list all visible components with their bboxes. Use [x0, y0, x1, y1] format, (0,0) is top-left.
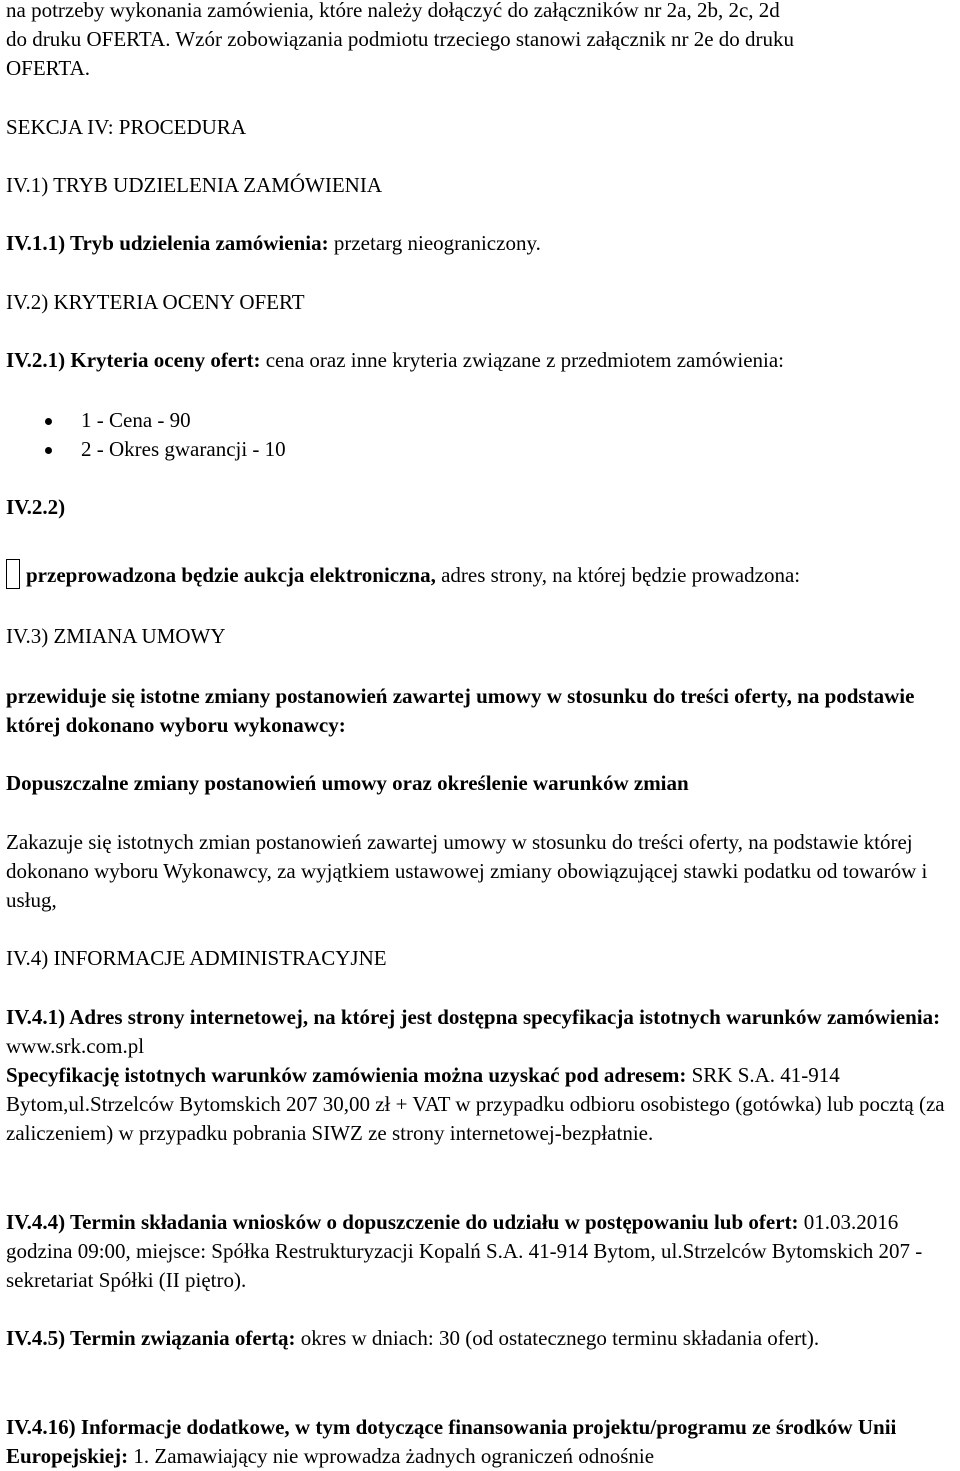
- iv41-label: IV.4.1) Adres strony internetowej, na której jest dostępna specyfikacja istotnych warunków zamówienia:: [6, 1005, 941, 1029]
- iv45-label: IV.4.5) Termin związania ofertą:: [6, 1326, 296, 1350]
- siwz-value: SRK S.A. 41-914 Bytom,ul.Strzelców Bytomskich 207 30,00 zł + VAT w przypadku odbioru osobistego (gotówka) lub pocztą (za zaliczeniem) w przypadku pobrania SIWZ ze strony internetowej-bezpłatnie.: [6, 1063, 945, 1145]
- iv22-label: IV.2.2): [6, 495, 66, 519]
- siwz-label: Specyfikację istotnych warunków zamówienia można uzyskać pod adresem:: [6, 1063, 687, 1087]
- auction-label: przeprowadzona będzie aukcja elektroniczna,: [26, 563, 436, 587]
- iv416-paragraph: [6, 1413, 952, 1471]
- iv3-bold-paragraph: przewiduje się istotne zmiany postanowień zawartej umowy w stosunku do treści oferty, na podstawie której dokonano wyboru wykonawcy:: [6, 684, 915, 737]
- iv45-paragraph: [6, 1324, 952, 1353]
- intro-line-2: do druku OFERTA. Wzór zobowiązania podmiotu trzeciego stanowi załącznik nr 2e do druku: [6, 27, 795, 51]
- iv1-heading: IV.1) TRYB UDZIELENIA ZAMÓWIENIA: [6, 173, 383, 197]
- intro-line-1: na potrzeby wykonania zamówienia, które należy dołączyć do załączników nr 2a, 2b, 2c, 2d: [6, 0, 780, 22]
- iv2-heading: IV.2) KRYTERIA OCENY OFERT: [6, 290, 305, 314]
- criteria-list: [0, 406, 286, 464]
- iv21-label: IV.2.1) Kryteria oceny ofert:: [6, 348, 261, 372]
- criteria-item: 2 - Okres gwarancji - 10: [0, 435, 286, 464]
- auction-value: adres strony, na której będzie prowadzona:: [435, 563, 801, 587]
- iv3-text: Zakazuje się istotnych zmian postanowień zawartej umowy w stosunku do treści oferty, na podstawie której dokonano wyboru Wykonawcy, za wyjątkiem ustawowej zmiany obowiązującej stawki podatku od towarów i usług,: [6, 830, 928, 912]
- iv44-value: 01.03.2016 godzina 09:00, miejsce: Spółka Restrukturyzacji Kopalń S.A. 41-914 Bytom, ul.Strzelców Bytomskich 207 - sekretariat Spółki (II piętro).: [6, 1210, 923, 1292]
- iv11-value: przetarg nieograniczony.: [328, 231, 541, 255]
- iv3-heading: IV.3) ZMIANA UMOWY: [6, 624, 226, 648]
- iv11-paragraph: [6, 229, 952, 258]
- iv41-value: www.srk.com.pl: [6, 1034, 145, 1058]
- intro-line-3: OFERTA.: [6, 56, 90, 80]
- iv21-value: cena oraz inne kryteria związane z przedmiotem zamówienia:: [260, 348, 785, 372]
- iv21-paragraph: [6, 346, 952, 375]
- siwz-paragraph: [6, 1061, 952, 1148]
- section-title: SEKCJA IV: PROCEDURA: [6, 115, 246, 139]
- iv41-paragraph: [6, 1003, 952, 1061]
- iv416-label: IV.4.16) Informacje dodatkowe, w tym dotyczące finansowania projektu/programu ze środków Unii Europejskiej:: [6, 1415, 897, 1468]
- criteria-item: 1 - Cena - 90: [0, 406, 286, 435]
- iv3-sub: Dopuszczalne zmiany postanowień umowy oraz określenie warunków zmian: [6, 771, 689, 795]
- iv416-value: 1. Zamawiający nie wprowadza żadnych ograniczeń odnośnie: [128, 1444, 655, 1468]
- iv44-paragraph: [6, 1208, 952, 1295]
- iv4-heading: IV.4) INFORMACJE ADMINISTRACYJNE: [6, 946, 387, 970]
- iv11-label: IV.1.1) Tryb udzielenia zamówienia:: [6, 231, 329, 255]
- iv44-label: IV.4.4) Termin składania wniosków o dopuszczenie do udziału w postępowaniu lub ofert:: [6, 1210, 799, 1234]
- auction-paragraph: [6, 559, 952, 590]
- iv45-value: okres w dniach: 30 (od ostatecznego terminu składania ofert).: [295, 1326, 820, 1350]
- auction-checkbox: [6, 559, 20, 589]
